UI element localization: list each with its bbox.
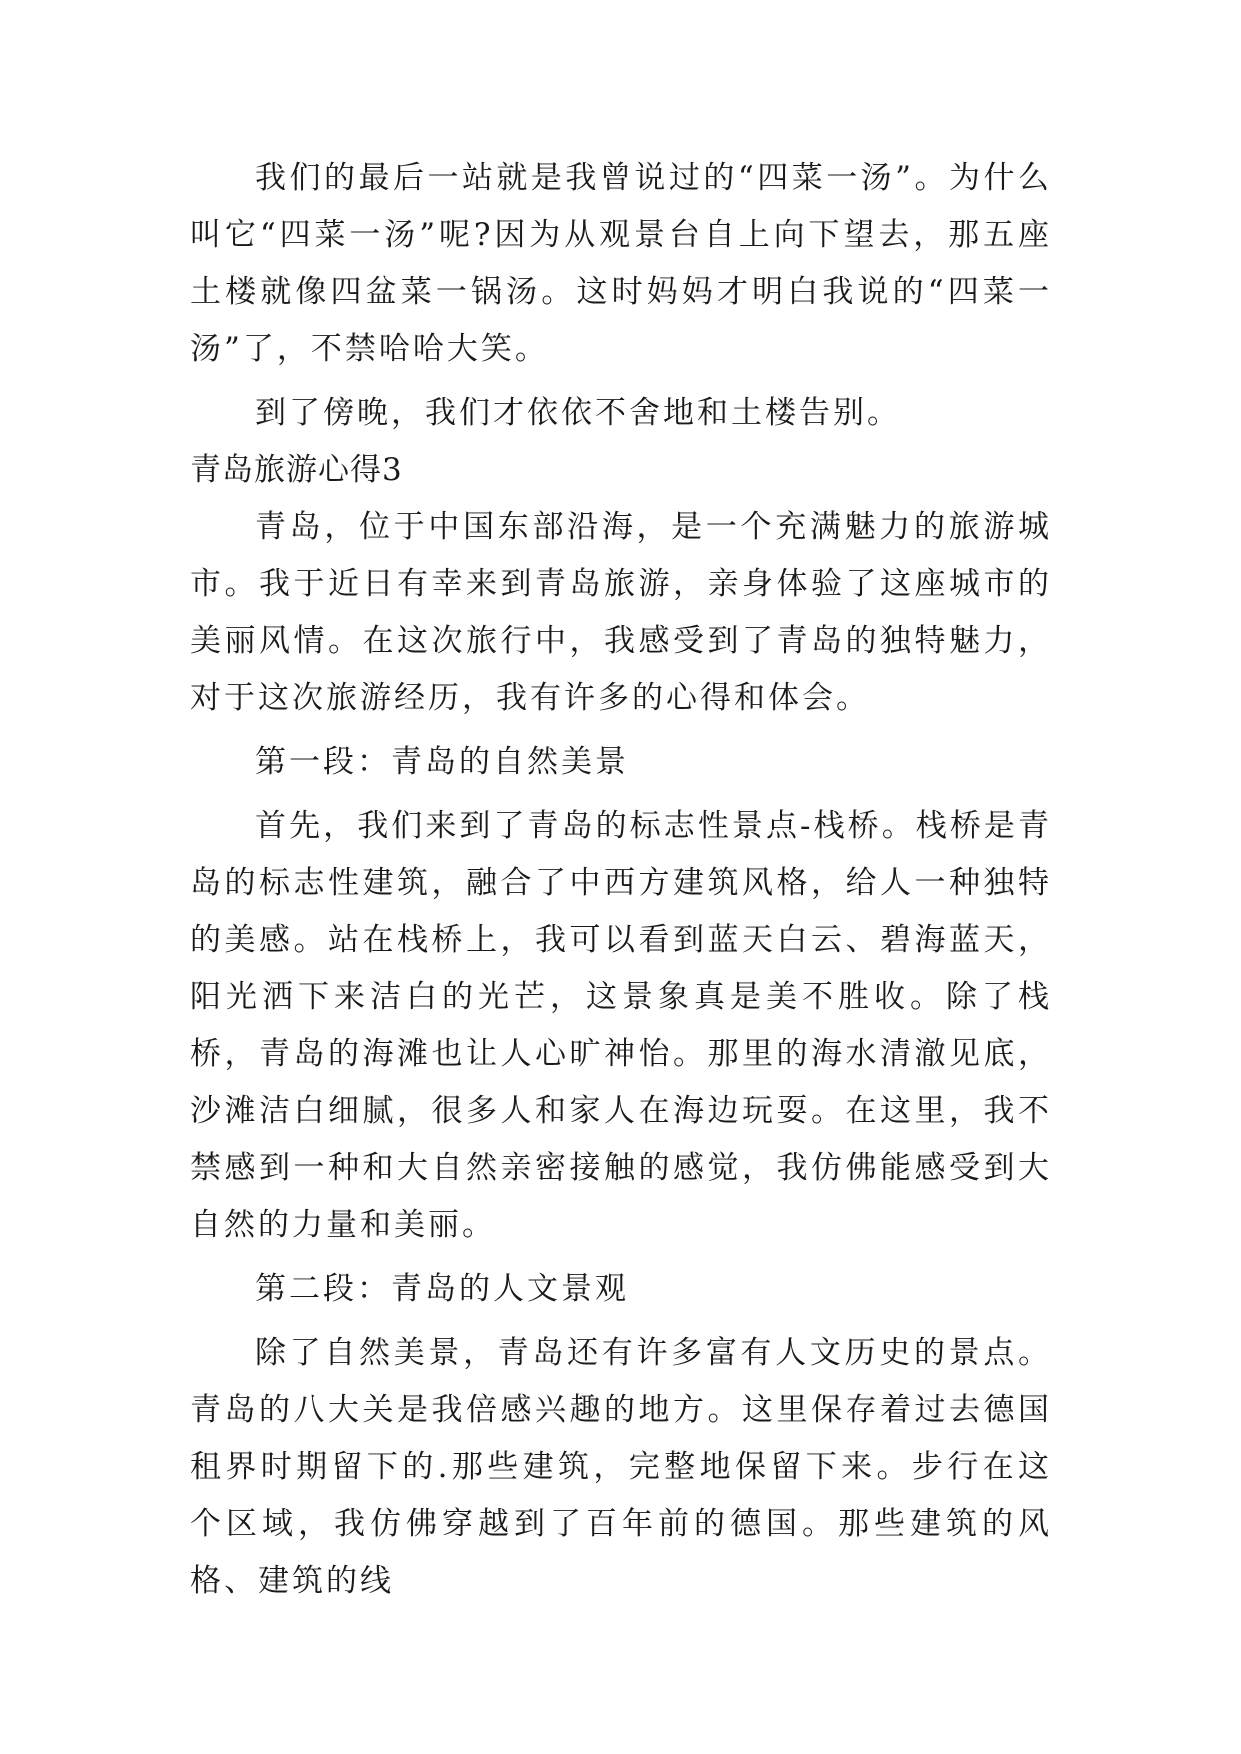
paragraph-final-stop: 我们的最后一站就是我曾说过的“四菜一汤”。为什么叫它“四菜一汤”呢?因为从观景台自上向下望去，那五座土楼就像四盆菜一锅汤。这时妈妈才明白我说的“四菜一汤”了，不禁哈哈大笑。	[190, 160, 1052, 367]
paragraph-cultural-scenery: 除了自然美景，青岛还有许多富有人文历史的景点。青岛的八大关是我倍感兴趣的地方。这里保存着过去德国租界时期留下的.那些建筑，完整地保留下来。步行在这个区域，我仿佛穿越到了百年前的德国。那些建筑的风格、建筑的线	[190, 1335, 1052, 1599]
document-page	[190, 150, 1052, 1610]
section-title: 青岛旅游心得3	[190, 452, 403, 488]
paragraph-intro: 青岛，位于中国东部沿海，是一个充满魅力的旅游城市。我于近日有幸来到青岛旅游，亲身体验了这座城市的美丽风情。在这次旅行中，我感受到了青岛的独特魅力，对于这次旅游经历，我有许多的心得和体会。	[190, 509, 1052, 716]
subheading-part-one: 第一段：青岛的自然美景	[255, 744, 629, 780]
subheading-part-two: 第二段：青岛的人文景观	[255, 1271, 629, 1307]
paragraph-farewell: 到了傍晚，我们才依依不舍地和土楼告别。	[255, 395, 901, 431]
paragraph-natural-scenery: 首先，我们来到了青岛的标志性景点-栈桥。栈桥是青岛的标志性建筑，融合了中西方建筑风格，给人一种独特的美感。站在栈桥上，我可以看到蓝天白云、碧海蓝天，阳光洒下来洁白的光芒，这景象真是美不胜收。除了栈桥，青岛的海滩也让人心旷神怡。那里的海水清澈见底，沙滩洁白细腻，很多人和家人在海边玩耍。在这里，我不禁感到一种和大自然亲密接触的感觉，我仿佛能感受到大自然的力量和美丽。	[190, 808, 1052, 1243]
